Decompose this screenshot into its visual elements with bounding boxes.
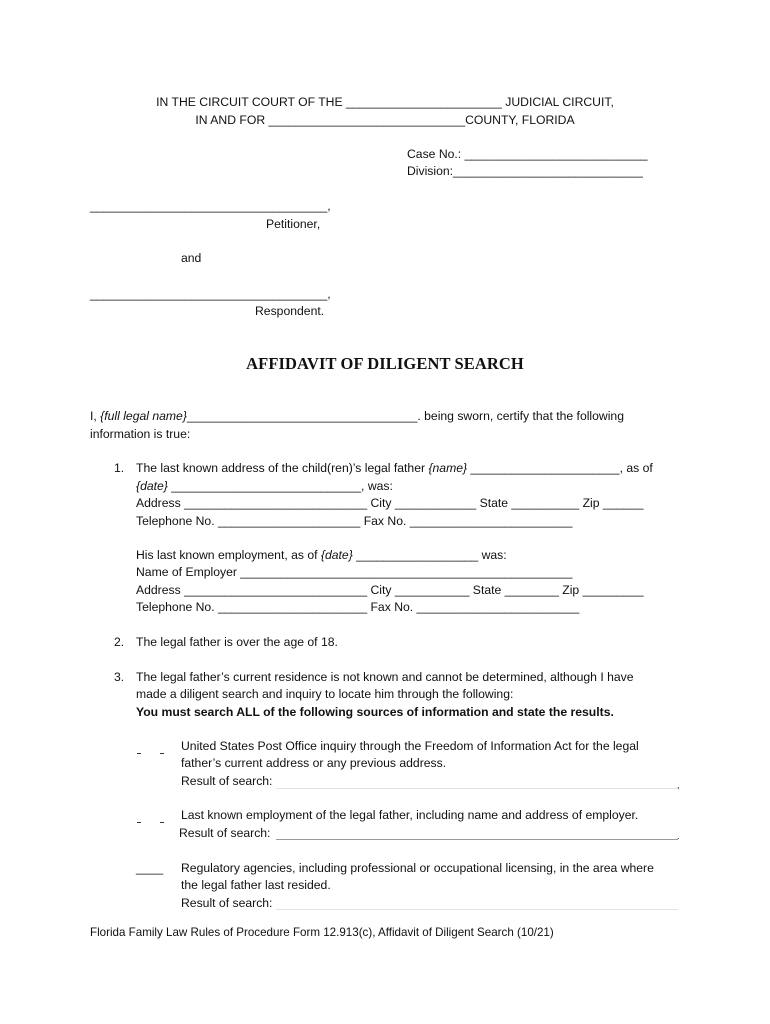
division-field[interactable]: Division:____________________________ — [407, 164, 643, 178]
intro-name-field[interactable]: __________________________________. being sworn, certify that the following — [186, 409, 624, 423]
court-header-line2: IN AND FOR _____________________________COUNTY, FLORIDA — [195, 113, 575, 127]
address-date-field[interactable]: ____________________________, was: — [167, 479, 393, 493]
employer-address-fields-line[interactable]: Address ___________________________ City ___________ State ________ Zip _________ — [136, 583, 644, 597]
source1-check-mark-end — [160, 753, 164, 754]
employment-text: His last known employment, as of — [136, 548, 321, 562]
case-number-field[interactable]: Case No.: ___________________________ — [407, 147, 648, 161]
item3-instruction: You must search ALL of the following sources of information and state the results. — [136, 705, 614, 719]
address-fields-line[interactable]: Address ___________________________ City ____________ State __________ Zip ______ — [136, 496, 644, 510]
source1-result-label: Result of search: — [181, 774, 273, 788]
court-header-line1: IN THE CIRCUIT COURT OF THE _______________________ JUDICIAL CIRCUIT, — [156, 95, 614, 109]
item1-date-hint: {date} — [136, 479, 168, 493]
source2-result-field[interactable] — [276, 839, 678, 840]
item3-number: 3. — [114, 670, 125, 684]
source3-line2: the legal father last resided. — [181, 878, 331, 892]
source1-line2: father’s current address or any previous address. — [181, 756, 447, 770]
intro-line1 — [90, 409, 624, 424]
source2-line1: Last known employment of the legal father, including name and address of employer. — [181, 808, 639, 822]
item2-text: The legal father is over the age of 18. — [136, 635, 338, 649]
item3-line2: made a diligent search and inquiry to locate him through the following: — [136, 687, 514, 701]
employer-telephone-fax-line[interactable]: Telephone No. ______________________ Fax No. ________________________ — [136, 600, 580, 614]
item1-number: 1. — [114, 461, 125, 475]
form-footer: Florida Family Law Rules of Procedure Form 12.913(c), Affidavit of Diligent Search (10/21) — [90, 926, 554, 939]
item1-name-hint: {name} — [428, 461, 468, 475]
intro-name-hint: {full legal name} — [100, 409, 187, 423]
and-label: and — [181, 251, 202, 265]
employer-name-field[interactable]: Name of Employer _________________________________________________ — [136, 565, 573, 579]
petitioner-name-field[interactable]: ___________________________________, — [90, 199, 331, 213]
item1-line1 — [136, 461, 653, 476]
item1-line1-text: The last known address of the child(ren)’s legal father — [136, 461, 429, 475]
document-title: AFFIDAVIT OF DILIGENT SEARCH — [246, 354, 524, 373]
item3-line1: The legal father’s current residence is not known and cannot be determined, although I have — [136, 670, 634, 684]
intro-line2: information is true: — [90, 427, 191, 441]
petitioner-label: Petitioner, — [266, 217, 321, 231]
respondent-label: Respondent. — [255, 304, 325, 318]
source1-check-mark[interactable] — [137, 753, 141, 754]
source2-result-end: . — [677, 831, 680, 841]
employment-line — [136, 548, 507, 563]
intro-prefix: I, — [90, 409, 101, 423]
item1-line2 — [136, 479, 393, 494]
source2-check-mark-end — [160, 822, 164, 823]
father-name-field[interactable]: ______________________, as of — [467, 461, 653, 475]
respondent-name-field[interactable]: ___________________________________, — [90, 287, 331, 301]
source3-result-field[interactable] — [276, 909, 678, 910]
source1-line1: United States Post Office inquiry through the Freedom of Information Act for the legal — [181, 739, 639, 753]
employment-date-field[interactable]: __________________ was: — [352, 548, 507, 562]
source3-result-label: Result of search: — [181, 896, 273, 910]
item2-number: 2. — [114, 635, 125, 649]
employment-date-hint: {date} — [320, 548, 353, 562]
source2-result-label: Result of search: — [179, 826, 271, 840]
source3-check-field[interactable]: ____ — [136, 861, 164, 875]
telephone-fax-fields-line[interactable]: Telephone No. _____________________ Fax No. ________________________ — [136, 514, 573, 528]
source3-line1: Regulatory agencies, including professional or occupational licensing, in the area where — [181, 861, 654, 875]
source2-check-mark[interactable] — [137, 822, 141, 823]
source1-result-field[interactable] — [276, 788, 678, 789]
source1-result-end: , — [677, 780, 680, 790]
